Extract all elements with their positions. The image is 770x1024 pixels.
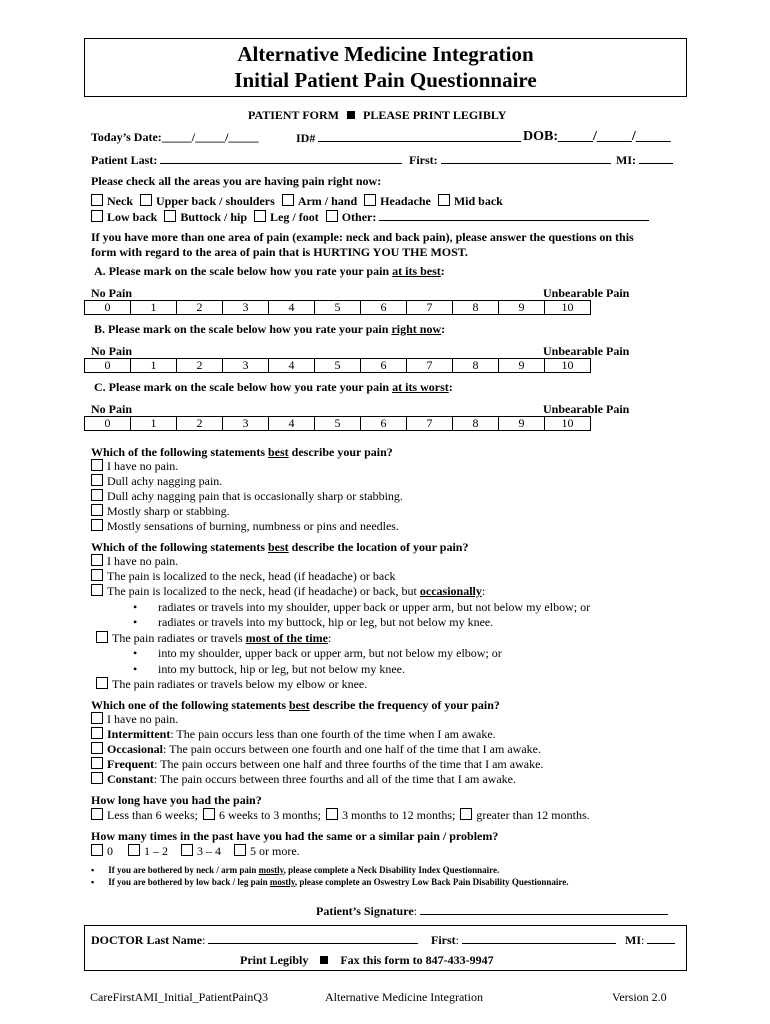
signature-colon: :: [413, 904, 418, 918]
q-duration-options: [91, 808, 590, 823]
q-location-prefix: Which of the following statements: [91, 540, 268, 554]
q-describe-prefix: Which of the following statements: [91, 445, 268, 459]
option-colon: :: [481, 584, 486, 598]
q-describe-option[interactable]: [91, 489, 403, 504]
option-label: Mostly sensations of burning, numbness or pins and needles.: [107, 519, 399, 533]
patient-form-label: PATIENT FORM: [248, 108, 340, 122]
scale-b-prompt: [94, 322, 445, 337]
id-label: ID#: [296, 131, 316, 145]
small-square-icon: ▪: [91, 877, 95, 887]
q-duration-question: How long have you had the pain?: [91, 793, 262, 807]
scale-c-row: [85, 417, 591, 431]
q-frequency-option[interactable]: [91, 712, 178, 727]
option-checkbox[interactable]: [91, 772, 103, 784]
pain-scale-cell[interactable]: 7: [407, 417, 453, 431]
leg-foot-checkbox[interactable]: [254, 210, 266, 222]
other-blank[interactable]: [379, 209, 649, 221]
patient-first-blank[interactable]: [441, 152, 611, 164]
option-checkbox[interactable]: [96, 631, 108, 643]
option-label: I have no pain.: [107, 554, 179, 568]
footer-version: Version 2.0: [612, 990, 667, 1004]
location-sub-bullet: into my buttock, hip or leg, but not below my knee.: [158, 662, 405, 676]
pain-scale-cell[interactable]: 7: [407, 359, 453, 373]
duration-label: Less than 6 weeks;: [107, 808, 198, 822]
option-colon: :: [327, 631, 332, 645]
scale-a-emphasis: at its best: [392, 264, 441, 278]
square-bullet-icon: [347, 111, 355, 119]
bullet-icon: •: [133, 646, 138, 660]
duration-checkbox[interactable]: [460, 808, 472, 820]
pain-scale-cell[interactable]: 1: [131, 417, 177, 431]
option-label: : The pain occurs between one half and three fourths of the time that I am awake.: [154, 757, 544, 771]
scale-c-high-label: Unbearable Pain: [543, 402, 630, 416]
neck-checkbox[interactable]: [91, 194, 103, 206]
duration-label: greater than 12 months.: [476, 808, 590, 822]
q-frequency-option[interactable]: [91, 727, 496, 742]
scale-c-prompt: [94, 380, 453, 395]
option-checkbox[interactable]: [91, 504, 103, 516]
pain-scale-cell[interactable]: 8: [453, 417, 499, 431]
q-location-emphasis: best: [268, 540, 289, 554]
pain-scale-cell[interactable]: 10: [545, 301, 591, 315]
scale-a-low-label: No Pain: [91, 286, 133, 300]
pain-scale-cell[interactable]: 10: [545, 359, 591, 373]
dob-field[interactable]: [523, 129, 671, 145]
patient-mi-blank[interactable]: [639, 152, 673, 164]
q-frequency-option[interactable]: [91, 772, 516, 787]
doctor-last-blank[interactable]: [208, 932, 418, 944]
form-title-line2: Initial Patient Pain Questionnaire: [234, 68, 537, 92]
times-label: 5 or more.: [250, 844, 300, 858]
patient-first-label: First:: [409, 153, 438, 167]
id-field[interactable]: [296, 130, 521, 146]
times-checkbox[interactable]: [234, 844, 246, 856]
pain-scale-cell[interactable]: 7: [407, 301, 453, 315]
doctor-first-blank[interactable]: [462, 932, 616, 944]
option-checkbox[interactable]: [91, 584, 103, 596]
patient-mi-label: MI:: [616, 153, 636, 167]
q-frequency-question: [91, 698, 500, 713]
option-checkbox[interactable]: [91, 474, 103, 486]
scale-c: [84, 416, 591, 431]
q-describe-option[interactable]: [91, 474, 222, 489]
pain-scale-cell[interactable]: 3: [223, 301, 269, 315]
doctor-last-field[interactable]: [91, 932, 418, 948]
pain-scale-cell[interactable]: 6: [361, 301, 407, 315]
arm-hand-checkbox[interactable]: [282, 194, 294, 206]
duration-label: 3 months to 12 months;: [341, 808, 456, 822]
scale-a-prompt: [94, 264, 445, 279]
note-neck-emphasis: mostly: [258, 865, 284, 875]
pain-scale-cell[interactable]: 1: [131, 301, 177, 315]
note-neck-prefix: If you are bothered by neck / arm pain: [108, 865, 259, 875]
q-describe-suffix: describe your pain?: [288, 445, 393, 459]
pain-scale-cell[interactable]: 0: [85, 359, 131, 373]
doctor-mi-field[interactable]: [625, 932, 675, 948]
option-checkbox[interactable]: [91, 712, 103, 724]
doctor-mi-blank[interactable]: [647, 932, 675, 944]
q-location-option[interactable]: [91, 554, 178, 569]
bullet-icon: •: [133, 615, 138, 629]
option-emphasis: occasionally: [419, 584, 482, 598]
pain-scale-cell[interactable]: 9: [499, 417, 545, 431]
q-location-option[interactable]: [91, 569, 396, 584]
headache-checkbox[interactable]: [364, 194, 376, 206]
areas-row-2: [91, 209, 649, 225]
duration-label: 6 weeks to 3 months;: [218, 808, 321, 822]
option-term: Occasional: [107, 742, 163, 756]
patient-first-field[interactable]: [409, 152, 611, 168]
upper-back-label: Upper back / shoulders: [156, 194, 275, 208]
scale-a-high-label: Unbearable Pain: [543, 286, 630, 300]
location-sub-bullet: into my shoulder, upper back or upper arm, but not below my elbow; or: [158, 646, 502, 660]
patient-last-label: Patient Last:: [91, 153, 158, 167]
times-checkbox[interactable]: [181, 844, 193, 856]
pain-scale-cell[interactable]: 2: [177, 301, 223, 315]
note-neck-suffix: , please complete a Neck Disability Index Questionnaire.: [283, 865, 500, 875]
pain-scale-cell[interactable]: 3: [223, 359, 269, 373]
option-label: : The pain occurs less than one fourth of the time when I am awake.: [170, 727, 496, 741]
dob-blank[interactable]: :_____/_____/_____: [553, 129, 671, 144]
fax-number-note: Fax this form to 847-433-9947: [340, 953, 494, 967]
option-checkbox[interactable]: [91, 459, 103, 471]
q-describe-question: [91, 445, 393, 460]
todays-date-label: Today’s Date: [91, 130, 158, 144]
patient-last-field[interactable]: [91, 152, 402, 168]
q-location-suffix: describe the location of your pain?: [288, 540, 469, 554]
option-label: Dull achy nagging pain that is occasionally sharp or stabbing.: [107, 489, 403, 503]
note-back-suffix: , please complete an Oswestry Low Back Pain Disability Questionnaire.: [294, 877, 569, 887]
q-location-option[interactable]: [96, 631, 331, 646]
buttock-hip-checkbox[interactable]: [164, 210, 176, 222]
todays-date-field[interactable]: [91, 130, 258, 145]
doctor-fax-line: [240, 953, 494, 968]
scale-a: [84, 300, 591, 315]
option-checkbox[interactable]: [96, 677, 108, 689]
small-square-icon: ▪: [91, 865, 95, 875]
option-checkbox[interactable]: [91, 569, 103, 581]
dob-label: DOB: [523, 129, 554, 144]
q-frequency-emphasis: best: [289, 698, 310, 712]
print-legibly-note: Print Legibly: [240, 953, 309, 967]
scale-a-prompt-text: A. Please mark on the scale below how you rate your pain: [94, 264, 393, 278]
q-location-option[interactable]: [96, 677, 367, 692]
doctor-mi-colon: :: [641, 933, 645, 947]
other-label: Other:: [341, 210, 377, 224]
scale-c-prompt-text: C. Please mark on the scale below how you rate your pain: [94, 380, 393, 394]
option-term: Intermittent: [107, 727, 171, 741]
scale-b: [84, 358, 591, 373]
scale-a-row: [85, 301, 591, 315]
times-label: 1 – 2: [144, 844, 168, 858]
q-frequency-option[interactable]: [91, 742, 541, 757]
note-back-emphasis: mostly: [269, 877, 295, 887]
times-label: 3 – 4: [197, 844, 221, 858]
footer-form-code: CareFirstAMI_Initial_PatientPainQ3: [90, 990, 268, 1004]
option-label: Dull achy nagging pain.: [107, 474, 223, 488]
pain-scale-cell[interactable]: 0: [85, 417, 131, 431]
duration-checkbox[interactable]: [326, 808, 338, 820]
scale-b-high-label: Unbearable Pain: [543, 344, 630, 358]
id-blank[interactable]: [318, 130, 521, 142]
multi-area-note-line2: form with regard to the area of pain that is HURTING YOU THE MOST.: [91, 245, 468, 259]
q-times-options: [91, 844, 300, 859]
option-label: : The pain occurs between three fourths and all of the time that I am awake.: [153, 772, 516, 786]
scale-a-colon: :: [440, 264, 445, 278]
times-checkbox[interactable]: [128, 844, 140, 856]
scale-b-emphasis: right now: [391, 322, 442, 336]
duration-checkbox[interactable]: [91, 808, 103, 820]
pain-scale-cell[interactable]: 0: [85, 301, 131, 315]
patient-mi-field[interactable]: [616, 152, 673, 168]
pain-scale-cell[interactable]: 10: [545, 417, 591, 431]
upper-back-checkbox[interactable]: [140, 194, 152, 206]
pain-scale-cell[interactable]: 4: [269, 359, 315, 373]
times-label: 0: [107, 844, 113, 858]
pain-scale-cell[interactable]: 5: [315, 417, 361, 431]
option-checkbox[interactable]: [91, 742, 103, 754]
option-label: The pain radiates or travels: [112, 631, 246, 645]
footer-org-name: Alternative Medicine Integration: [325, 990, 483, 1004]
pain-scale-cell[interactable]: 8: [453, 301, 499, 315]
option-label: I have no pain.: [107, 459, 179, 473]
scale-b-low-label: No Pain: [91, 344, 133, 358]
pain-scale-cell[interactable]: 9: [499, 359, 545, 373]
q-describe-option[interactable]: [91, 504, 230, 519]
scale-b-row: [85, 359, 591, 373]
pain-scale-cell[interactable]: 8: [453, 359, 499, 373]
pain-scale-cell[interactable]: 1: [131, 359, 177, 373]
arm-hand-label: Arm / hand: [297, 194, 358, 208]
scale-b-colon: :: [441, 322, 446, 336]
q-frequency-suffix: describe the frequency of your pain?: [309, 698, 500, 712]
q-frequency-prefix: Which one of the following statements: [91, 698, 289, 712]
neck-label: Neck: [107, 194, 133, 208]
mid-back-checkbox[interactable]: [438, 194, 450, 206]
pain-scale-cell[interactable]: 5: [315, 359, 361, 373]
scale-c-colon: :: [448, 380, 453, 394]
pain-scale-cell[interactable]: 5: [315, 301, 361, 315]
q-times-question: How many times in the past have you had the same or a similar pain / problem?: [91, 829, 499, 843]
option-checkbox[interactable]: [91, 489, 103, 501]
option-checkbox[interactable]: [91, 554, 103, 566]
doctor-last-label: DOCTOR Last Name: [91, 933, 203, 947]
q-frequency-option[interactable]: [91, 757, 543, 772]
other-checkbox[interactable]: [326, 210, 338, 222]
option-checkbox[interactable]: [91, 757, 103, 769]
doctor-first-label: First: [431, 933, 456, 947]
headache-label: Headache: [380, 194, 431, 208]
mid-back-label: Mid back: [453, 194, 503, 208]
todays-date-blank[interactable]: :_____/_____/_____: [157, 130, 259, 144]
option-term: Constant: [107, 772, 154, 786]
signature-label: Patient’s Signature: [316, 904, 414, 918]
pain-scale-cell[interactable]: 2: [177, 359, 223, 373]
q-describe-option[interactable]: [91, 519, 399, 534]
pain-scale-cell[interactable]: 4: [269, 417, 315, 431]
doctor-last-colon: :: [202, 933, 206, 947]
q-location-question: [91, 540, 468, 555]
q-describe-emphasis: best: [268, 445, 289, 459]
leg-foot-label: Leg / foot: [270, 210, 319, 224]
form-subheader: [248, 108, 506, 123]
buttock-hip-label: Buttock / hip: [180, 210, 248, 224]
option-label: : The pain occurs between one fourth and one half of the time that I am awake.: [163, 742, 541, 756]
pain-scale-cell[interactable]: 4: [269, 301, 315, 315]
option-emphasis: most of the time: [245, 631, 328, 645]
option-checkbox[interactable]: [91, 519, 103, 531]
option-label: Mostly sharp or stabbing.: [107, 504, 230, 518]
patient-signature-field[interactable]: [316, 903, 668, 919]
pain-scale-cell[interactable]: 6: [361, 359, 407, 373]
doctor-box: [84, 925, 687, 971]
doctor-first-field[interactable]: [431, 932, 616, 948]
scale-c-emphasis: at its worst: [392, 380, 449, 394]
note-back: [91, 877, 569, 887]
low-back-checkbox[interactable]: [91, 210, 103, 222]
areas-prompt: Please check all the areas you are having pain right now:: [91, 174, 382, 188]
patient-last-blank[interactable]: [160, 152, 402, 164]
bullet-icon: •: [133, 662, 138, 676]
option-label: The pain is localized to the neck, head (if headache) or back, but: [107, 584, 420, 598]
option-label: The pain radiates or travels below my elbow or knee.: [112, 677, 368, 691]
areas-row-1: [91, 194, 503, 209]
option-term: Frequent: [107, 757, 155, 771]
multi-area-note-line1: If you have more than one area of pain (example: neck and back pain), please answer the questions on this: [91, 230, 634, 244]
bullet-icon: •: [133, 600, 138, 614]
square-bullet-icon: [320, 956, 328, 964]
location-sub-bullet: radiates or travels into my shoulder, upper back or upper arm, but not below my elbow; or: [158, 600, 591, 614]
times-checkbox[interactable]: [91, 844, 103, 856]
print-legibly-label: PLEASE PRINT LEGIBLY: [363, 108, 507, 122]
option-label: I have no pain.: [107, 712, 179, 726]
doctor-first-colon: :: [455, 933, 459, 947]
note-neck: [91, 865, 499, 875]
low-back-label: Low back: [107, 210, 158, 224]
form-title-line1: Alternative Medicine Integration: [237, 42, 534, 66]
scale-c-low-label: No Pain: [91, 402, 133, 416]
note-back-prefix: If you are bothered by low back / leg pain: [108, 877, 270, 887]
scale-b-prompt-text: B. Please mark on the scale below how you rate your pain: [94, 322, 392, 336]
signature-blank[interactable]: [420, 903, 668, 915]
q-location-option[interactable]: [91, 584, 485, 599]
doctor-mi-label: MI: [625, 933, 641, 947]
title-box: [84, 38, 687, 97]
option-label: The pain is localized to the neck, head (if headache) or back: [107, 569, 396, 583]
q-describe-option[interactable]: [91, 459, 178, 474]
pain-scale-cell[interactable]: 9: [499, 301, 545, 315]
option-checkbox[interactable]: [91, 727, 103, 739]
pain-scale-cell[interactable]: 2: [177, 417, 223, 431]
duration-checkbox[interactable]: [203, 808, 215, 820]
pain-scale-cell[interactable]: 3: [223, 417, 269, 431]
location-sub-bullet: radiates or travels into my buttock, hip or leg, but not below my knee.: [158, 615, 494, 629]
pain-scale-cell[interactable]: 6: [361, 417, 407, 431]
